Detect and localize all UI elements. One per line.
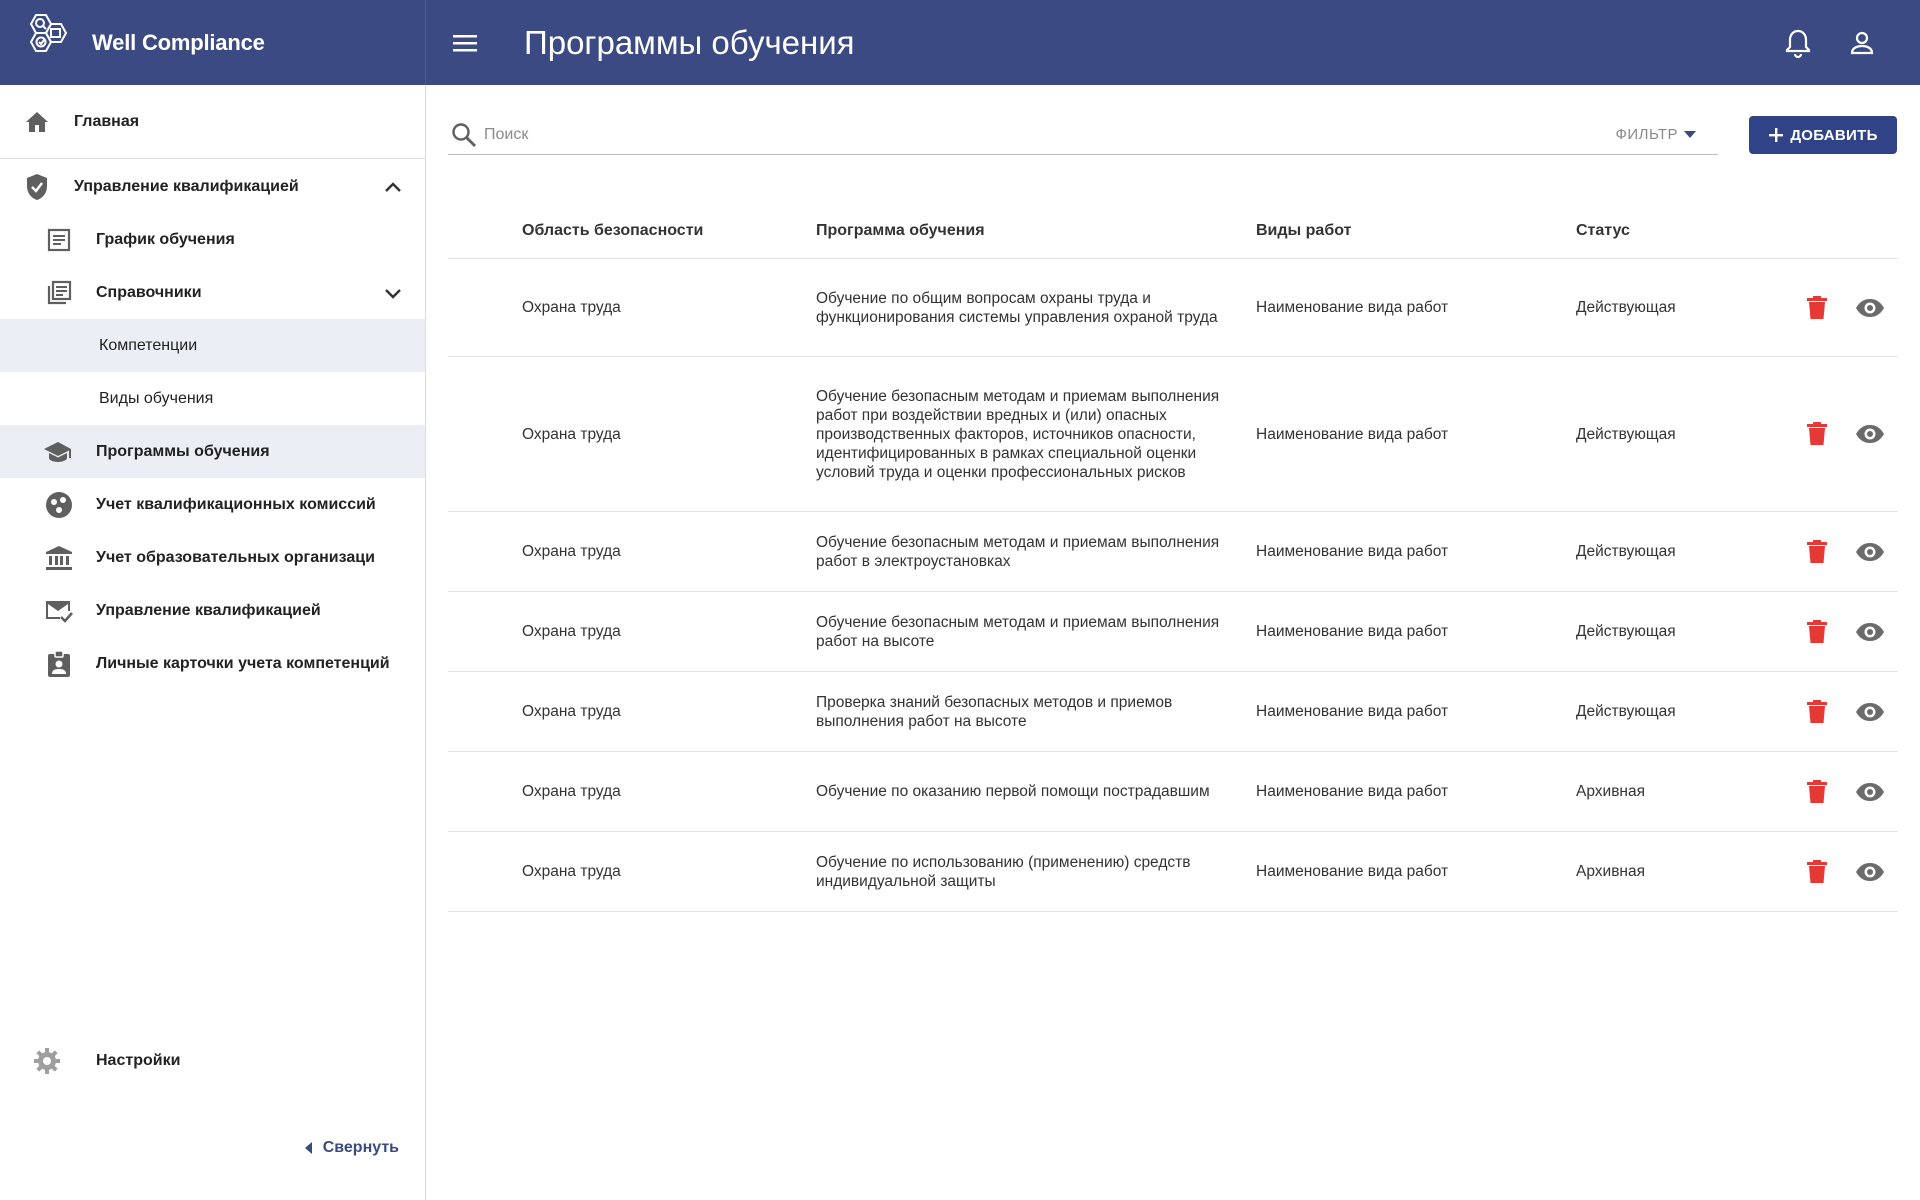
cell-program: Обучение по оказанию первой помощи пострадавшим [816, 783, 1210, 800]
sidebar-item-home[interactable] [0, 95, 425, 148]
cell-area: Охрана труда [522, 543, 621, 560]
cell-status: Архивная [1576, 783, 1646, 800]
cell-program: Обучение по общим вопросам охраны труда и функционирования системы управления охраной труда [816, 289, 1218, 326]
eye-icon [1855, 702, 1885, 722]
table-row[interactable] [448, 357, 1898, 512]
cell-work: Наименование вида работ [1256, 703, 1449, 720]
search-bar [448, 115, 1718, 155]
cell-area: Охрана труда [522, 863, 621, 880]
search-input[interactable] [484, 126, 1615, 144]
sidebar-item-qualification[interactable] [0, 160, 425, 213]
sidebar-item-label: Справочники [96, 283, 202, 301]
sidebar-item-commissions[interactable] [0, 478, 425, 531]
view-button[interactable] [1854, 618, 1886, 646]
delete-button[interactable] [1803, 858, 1831, 886]
book-icon [44, 278, 74, 308]
view-button[interactable] [1854, 778, 1886, 806]
cell-work: Наименование вида работ [1256, 425, 1449, 443]
table-row[interactable] [448, 752, 1898, 832]
sidebar-item-label: Учет квалификационных комиссий [96, 495, 376, 513]
delete-button[interactable] [1803, 420, 1831, 448]
cell-program: Обучение по использованию (применению) средств индивидуальной защиты [816, 853, 1191, 890]
sidebar-item-training-types[interactable] [0, 372, 425, 425]
collapse-label: Свернуть [322, 1139, 399, 1156]
bell-icon [1784, 28, 1812, 58]
cell-program: Проверка знаний безопасных методов и приемов выполнения работ на высоте [816, 693, 1173, 730]
sidebar-item-label: Главная [74, 112, 140, 130]
sidebar-item-competencies[interactable] [0, 319, 425, 372]
cell-work: Наименование вида работ [1256, 783, 1449, 800]
sidebar-item-label: Настройки [96, 1051, 181, 1069]
cell-work: Наименование вида работ [1256, 299, 1449, 316]
sidebar-item-qual-mgmt[interactable] [0, 584, 425, 637]
delete-button[interactable] [1803, 778, 1831, 806]
sidebar-item-label: Программы обучения [96, 442, 270, 460]
sidebar-item-references[interactable] [0, 266, 425, 319]
trash-icon [1807, 700, 1827, 724]
sidebar-item-label: Компетенции [99, 336, 198, 354]
cell-area: Охрана труда [522, 703, 621, 720]
cell-work: Наименование вида работ [1256, 543, 1449, 560]
schedule-icon [44, 225, 74, 255]
search-icon [450, 121, 478, 149]
user-icon [1849, 30, 1875, 56]
cell-status: Действующая [1576, 623, 1676, 640]
cell-status: Действующая [1576, 299, 1676, 316]
sidebar-item-cards[interactable] [0, 637, 425, 690]
sidebar-item-label: График обучения [96, 230, 235, 248]
graduation-cap-icon [43, 437, 73, 467]
view-button[interactable] [1854, 698, 1886, 726]
gear-icon [32, 1046, 62, 1076]
divider [0, 158, 425, 159]
column-header-area[interactable]: Область безопасности [522, 222, 704, 239]
cell-program: Обучение безопасным методам и приемам выполнения работ на высоте [816, 613, 1220, 650]
column-header-work[interactable]: Виды работ [1256, 222, 1352, 239]
collapse-button[interactable] [305, 1139, 399, 1157]
sidebar-item-orgs[interactable] [0, 531, 425, 584]
home-icon [22, 107, 52, 137]
eye-icon [1855, 622, 1885, 642]
table-row[interactable] [448, 592, 1898, 672]
mail-check-icon [44, 596, 74, 626]
cell-area: Охрана труда [522, 425, 621, 443]
table-row[interactable] [448, 672, 1898, 752]
table-row[interactable] [448, 512, 1898, 592]
add-label: ДОБАВИТЬ [1790, 126, 1878, 144]
logo-icon [20, 12, 82, 74]
eye-icon [1855, 542, 1885, 562]
trash-icon [1807, 422, 1827, 446]
view-button[interactable] [1854, 420, 1886, 448]
plus-icon [1768, 127, 1784, 143]
cell-program: Обучение безопасным методам и приемам выполнения работ в электроустановках [816, 533, 1220, 570]
cell-status: Действующая [1576, 543, 1676, 560]
delete-button[interactable] [1803, 618, 1831, 646]
delete-button[interactable] [1803, 294, 1831, 322]
chevron-down-icon[interactable] [381, 281, 405, 305]
sidebar-item-schedule[interactable] [0, 213, 425, 266]
eye-icon [1855, 862, 1885, 882]
shield-icon [22, 172, 52, 202]
sidebar-item-label: Личные карточки учета компетенций [96, 654, 390, 672]
add-button[interactable] [1749, 116, 1897, 154]
cell-area: Охрана труда [522, 299, 621, 316]
chevron-up-icon[interactable] [381, 175, 405, 199]
group-icon [44, 490, 74, 520]
cell-status: Архивная [1576, 863, 1646, 880]
view-button[interactable] [1854, 538, 1886, 566]
page-title: Программы обучения [524, 23, 855, 61]
cell-area: Охрана труда [522, 783, 621, 800]
menu-button[interactable] [450, 27, 482, 59]
top-app-bar [0, 0, 1920, 85]
cell-work: Наименование вида работ [1256, 623, 1449, 640]
sidebar-item-label: Управление квалификацией [74, 177, 299, 195]
column-header-program[interactable]: Программа обучения [816, 222, 985, 239]
trash-icon [1807, 780, 1827, 804]
profile-button[interactable] [1842, 23, 1882, 63]
cell-status: Действующая [1576, 703, 1676, 720]
column-header-status[interactable]: Статус [1576, 222, 1630, 239]
bank-icon [44, 543, 74, 573]
cell-work: Наименование вида работ [1256, 863, 1449, 880]
programs-table [448, 203, 1898, 912]
eye-icon [1855, 782, 1885, 802]
caret-down-icon [1684, 131, 1696, 138]
view-button[interactable] [1854, 294, 1886, 322]
eye-icon [1855, 298, 1885, 318]
app-name: Well Compliance [92, 29, 265, 55]
eye-icon [1855, 424, 1885, 444]
trash-icon [1807, 620, 1827, 644]
cell-status: Действующая [1576, 425, 1676, 443]
sidebar-item-label: Управление квалификацией [96, 601, 321, 619]
table-row[interactable] [448, 832, 1898, 912]
cell-area: Охрана труда [522, 623, 621, 640]
sidebar-item-label: Виды обучения [99, 389, 214, 407]
table-header [448, 203, 1898, 259]
table-row[interactable] [448, 259, 1898, 357]
trash-icon [1807, 860, 1827, 884]
cell-program: Обучение безопасным методам и приемам выполнения работ при воздействии вредных и (или) опасных производственных факторов, источников опасности, идентифицированных в рамках специальной оценки условий труда и оценки профессиональных рисков [816, 387, 1220, 481]
trash-icon [1807, 540, 1827, 564]
table-body [448, 259, 1898, 912]
sidebar-item-label: Учет образовательных организаци [96, 548, 375, 566]
filter-dropdown[interactable] [1615, 126, 1696, 143]
sidebar-item-settings[interactable] [0, 1034, 425, 1087]
brand[interactable] [0, 0, 426, 85]
view-button[interactable] [1854, 858, 1886, 886]
badge-icon [44, 649, 74, 679]
caret-left-icon [305, 1142, 313, 1154]
sidebar-item-programs[interactable] [0, 425, 425, 478]
notifications-button[interactable] [1778, 23, 1818, 63]
menu-icon [453, 33, 479, 53]
filter-label: ФИЛЬТР [1615, 126, 1678, 143]
delete-button[interactable] [1803, 538, 1831, 566]
trash-icon [1807, 296, 1827, 320]
sidebar [0, 85, 426, 1200]
delete-button[interactable] [1803, 698, 1831, 726]
